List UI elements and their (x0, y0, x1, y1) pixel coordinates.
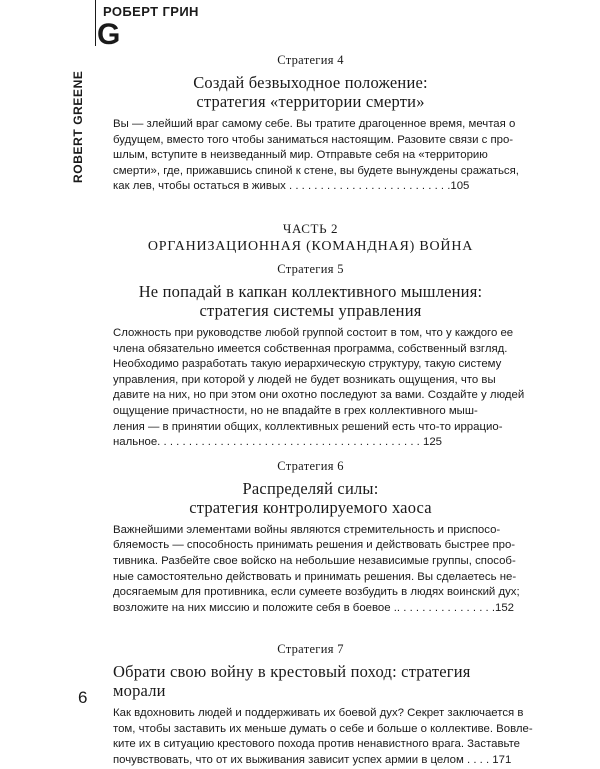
page-number: 6 (78, 688, 88, 707)
spine-author-name: ROBERT GREENE (71, 70, 85, 183)
body-line-with-page: возложите на них миссию и положите себя в боевое .. . . . . . . . . . . . . . . .152 (113, 601, 515, 614)
body-line: тивника. Разбейте свое войско на небольшие независимые группы, способ- (113, 554, 516, 567)
part-label: ЧАСТЬ 2 (282, 220, 339, 236)
strategy-description (113, 706, 533, 768)
title-line: стратегия «территории смерти» (196, 92, 425, 111)
strategy-label: Стратегия 5 (277, 261, 344, 276)
body-line: будущем, вместо того чтобы заниматься настоящим. Разовите связи с про- (113, 133, 514, 146)
title-line: Создай безвыходное положение: (193, 73, 428, 92)
body-line: Необходимо разработать такую иерархическую структуру, такую систему (113, 358, 502, 371)
publisher-logo-icon (96, 17, 136, 49)
g-logo-icon (96, 18, 134, 48)
body-line: ления — в принятии общих, коллективных решений есть что-то иррацио- (113, 420, 503, 433)
body-line: члена обязательно имеется собственная программа, собственный взгляд. (113, 342, 508, 355)
title-line: стратегия системы управления (199, 300, 422, 320)
strategy-4 (113, 53, 519, 195)
part-2-heading (113, 221, 508, 255)
body-line: досягаемым для противника, если сумеете возбудить в людях воинский дух; (113, 586, 520, 599)
body-line: ките их в ситуацию крестового похода против ненавистного врага. Заставьте (113, 738, 521, 751)
body-line: управления, при которой у людей не будет возникать ощущения, что вы (113, 373, 496, 386)
strategy-description (113, 523, 520, 617)
body-line: Как вдохновить людей и поддерживать их боевой дух? Секрет заключается в (113, 707, 524, 720)
strategy-title (113, 662, 508, 700)
body-line: Важнейшими элементами войны являются стремительность и приспосо- (113, 523, 501, 536)
logo-letter: G (97, 18, 121, 48)
title-line: стратегия контролируемого хаоса (189, 497, 432, 517)
title-line: Распределяй силы: (242, 478, 379, 498)
body-line: бляемость — способность принимать решения и действовать быстрее про- (113, 539, 516, 552)
part-title: ОРГАНИЗАЦИОННАЯ (КОМАНДНАЯ) ВОЙНА (147, 238, 474, 254)
strategy-label: Стратегия 6 (277, 458, 344, 473)
title-line: Не попадай в капкан коллективного мышления: (138, 281, 483, 301)
title-line: Обрати свою войну в крестовый поход: стратегия морали (113, 662, 471, 701)
running-head-author: РОБЕРТ ГРИН (103, 4, 199, 19)
body-line: давите на них, но при этом они охотно последуют за вами. Создайте у людей (113, 389, 525, 402)
body-line: шлым, вступите в неизведанный мир. Отправьте себя на «территорию (113, 149, 488, 162)
body-line-with-page: как лев, чтобы остаться в живых . . . . . . . . . . . . . . . . . . . . . . . . . .105 (113, 180, 470, 193)
strategy-label: Стратегия 4 (277, 53, 344, 67)
body-line: ные самостоятельно действовать и принимать решения. Вы сделаетесь не- (113, 570, 517, 583)
strategy-title (113, 73, 508, 111)
toc-content (113, 53, 533, 769)
strategy-description (113, 117, 519, 195)
body-line: том, чтобы заставить их меньше думать о себе и больше о коллективе. Вовле- (113, 722, 533, 735)
body-line-with-page: почувствовать, что от их выживания зависит успех армии в целом . . . . 171 (113, 754, 512, 767)
strategy-5 (113, 261, 525, 451)
body-line: Вы — злейший враг самому себе. Вы тратите драгоценное время, мечтая о (113, 118, 516, 130)
strategy-title (113, 479, 508, 517)
strategy-title (113, 282, 508, 320)
body-line: Сложность при руководстве любой группой состоит в том, что у каждого ее (113, 326, 514, 339)
strategy-label: Стратегия 7 (277, 642, 344, 657)
strategy-description (113, 326, 525, 451)
body-line-with-page: нальное. . . . . . . . . . . . . . . . . . . . . . . . . . . . . . . . . . . . . . . . . . 125 (113, 436, 443, 449)
body-line: ощущение причастности, но не впадайте в грех коллективного мыш- (113, 404, 478, 417)
strategy-6 (113, 458, 520, 617)
body-line: смерти», где, прижавшись спиной к стене, вы будете вынуждены сражаться, (113, 164, 519, 177)
